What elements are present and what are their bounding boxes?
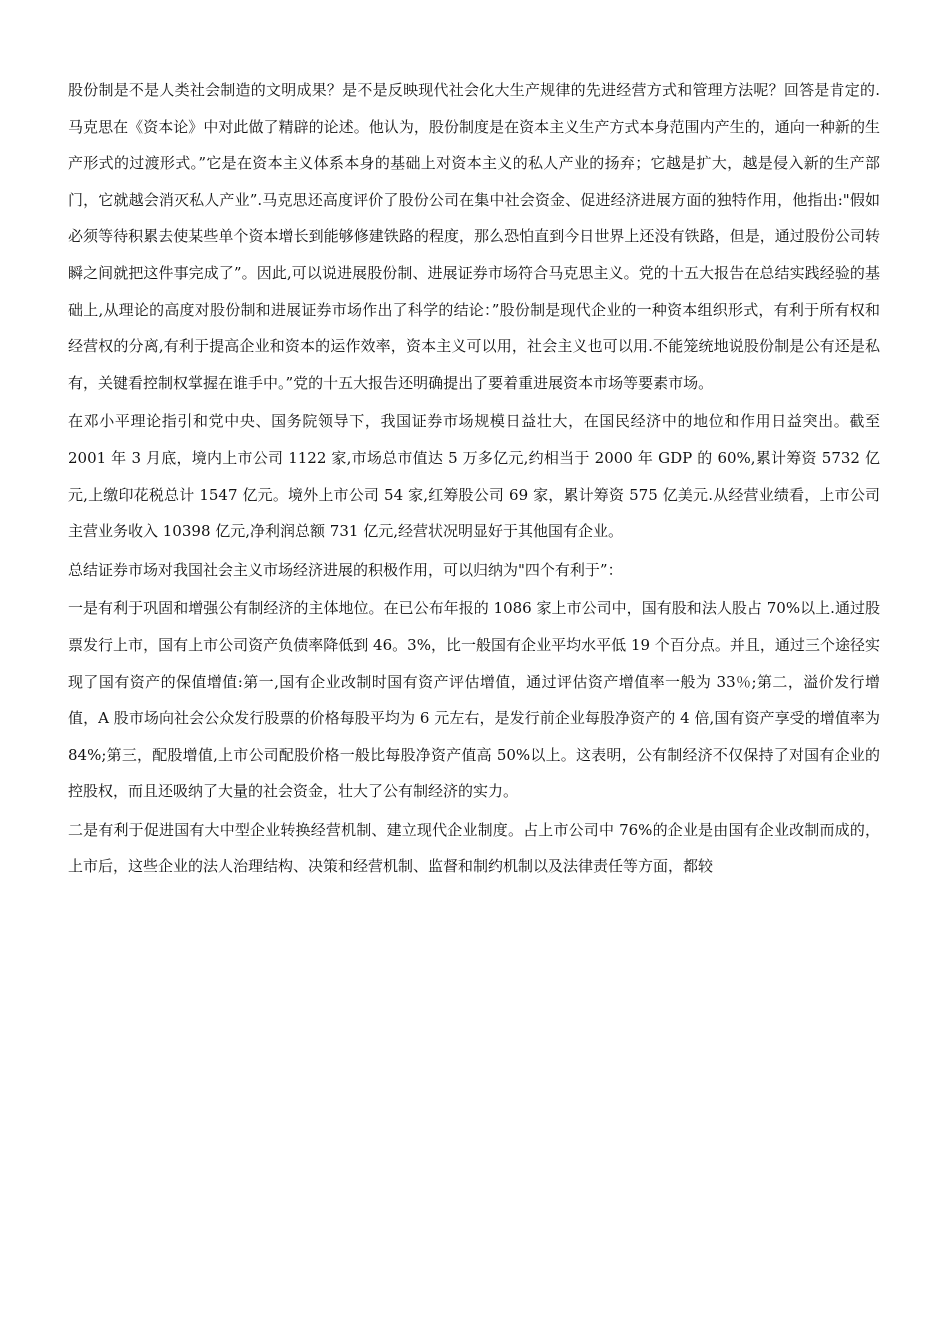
paragraph-benefit-one: 一是有利于巩固和增强公有制经济的主体地位。在已公布年报的 1086 家上市公司中，国有股和法人股占 70%以上.通过股票发行上市，国有上市公司资产负债率降低到 46。3%，比一般国有企业平均水平低 19 个百分点。并且，通过三个途径实现了国有资产的保值增值:第一,国有企业改制时国有资产评估增值，通过评估资产增值率一般为 33％;第二，溢价发行增值，A 股市场向社会公众发行股票的价格每股平均为 6 元左右，是发行前企业每股净资产的 4 倍,国有资产享受的增值率为 84%;第三，配股增值,上市公司配股价格一般比每股净资产值高 50%以上。这表明，公有制经济不仅保持了对国有企业的控股权，而且还吸纳了大量的社会资金，壮大了公有制经济的实力。 — [68, 599, 880, 801]
paragraph-benefit-two: 二是有利于促进国有大中型企业转换经营机制、建立现代企业制度。占上市公司中 76%的企业是由国有企业改制而成的，上市后，这些企业的法人治理结构、决策和经营机制、监督和制约机制以及法律责任等方面，都较 — [68, 820, 880, 876]
document-page — [68, 72, 880, 885]
paragraph-shareholding-marx: 股份制是不是人类社会制造的文明成果？是不是反映现代社会化大生产规律的先进经营方式和管理方法呢？回答是肯定的.马克思在《资本论》中对此做了精辟的论述。他认为，股份制度是在资本主义生产方式本身范围内产生的，通向一种新的生产形式的过渡形式。”它是在资本主义体系本身的基础上对资本主义的私人产业的扬弃；它越是扩大，越是侵入新的生产部门，它就越会消灭私人产业”.马克思还高度评价了股份公司在集中社会资金、促进经济进展方面的独特作用，他指出:"假如必须等待积累去使某些单个资本增长到能够修建铁路的程度，那么恐怕直到今日世界上还没有铁路，但是，通过股份公司转瞬之间就把这件事完成了”。因此,可以说进展股份制、进展证券市场符合马克思主义。党的十五大报告在总结实践经验的基础上,从理论的高度对股份制和进展证券市场作出了科学的结论：”股份制是现代企业的一种资本组织形式，有利于所有权和经营权的分离,有利于提高企业和资本的运作效率，资本主义可以用，社会主义也可以用.不能笼统地说股份制是公有还是私有，关键看控制权掌握在谁手中。”党的十五大报告还明确提出了要着重进展资本市场等要素市场。 — [68, 81, 880, 392]
paragraph-four-benefits-intro: 总结证券市场对我国社会主义市场经济进展的积极作用，可以归纳为"四个有利于”： — [68, 560, 623, 579]
paragraph-market-scale: 在邓小平理论指引和党中央、国务院领导下，我国证券市场规模日益壮大，在国民经济中的地位和作用日益突出。截至 2001 年 3 月底，境内上市公司 1122 家,市场总市值达 5 万多亿元,约相当于 2000 年 GDP 的 60%,累计筹资 5732 亿元,上缴印花税总计 1547 亿元。境外上市公司 54 家,红筹股公司 69 家，累计筹资 575 亿美元.从经营业绩看，上市公司主营业务收入 10398 亿元,净利润总额 731 亿元,经营状况明显好于其他国有企业。 — [68, 412, 880, 541]
